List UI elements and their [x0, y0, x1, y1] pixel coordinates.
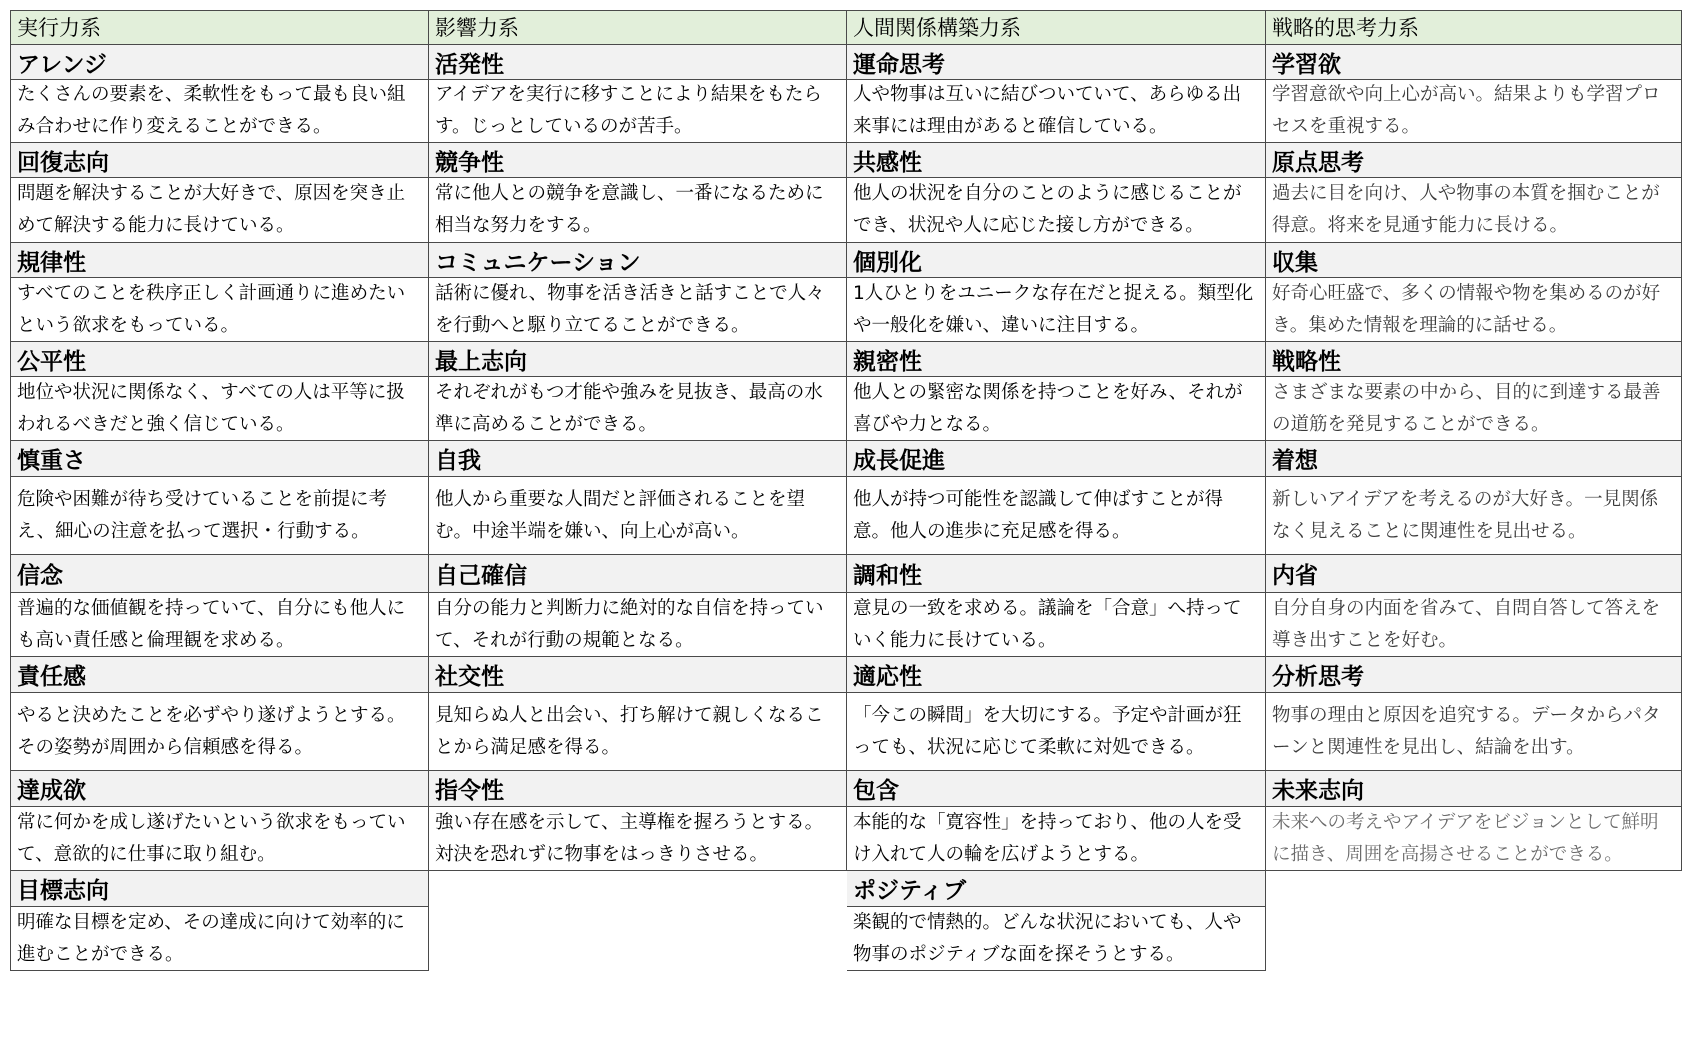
strengths-table [10, 10, 1682, 971]
strength-description [1266, 278, 1682, 342]
strength-name [429, 657, 847, 693]
strength-name [10, 143, 429, 178]
strength-description-text: 他人から重要な人間だと評価されることを望む。中途半端を嫌い、向上心が高い。 [435, 488, 806, 542]
strength-name-text: 達成欲 [17, 778, 86, 804]
strength-description [10, 377, 429, 441]
strength-name [847, 243, 1266, 278]
strength-description-text: 未来への考えやアイデアをビジョンとして鮮明に描き、周囲を高揚させることができる。 [1272, 811, 1659, 865]
strength-description [847, 693, 1266, 771]
strength-name [10, 657, 429, 693]
strength-description [847, 907, 1266, 971]
strength-description-text: たくさんの要素を、柔軟性をもって最も良い組み合わせに作り変えることができる。 [17, 84, 406, 137]
strength-name-text: 適応性 [853, 664, 922, 690]
strength-description [847, 807, 1266, 871]
strength-name-text: 最上志向 [435, 348, 527, 375]
strength-name [1266, 243, 1682, 278]
strength-name-text: 着想 [1272, 448, 1318, 474]
strength-name-text: 学習欲 [1272, 51, 1341, 78]
strength-name-text: コミュニケーション [435, 249, 641, 276]
strength-name-text: 親密性 [853, 348, 922, 375]
strength-name-text: 成長促進 [853, 448, 945, 474]
strength-name-text: 包含 [853, 778, 899, 804]
strength-description-text: 「今この瞬間」を大切にする。予定や計画が狂っても、状況に応じて柔軟に対処できる。 [853, 704, 1242, 758]
strength-name [847, 657, 1266, 693]
strength-description [1266, 377, 1682, 441]
strength-name-text: 原点思考 [1272, 149, 1364, 176]
strength-description [10, 278, 429, 342]
strength-name [1266, 441, 1682, 477]
column-strategic [1266, 10, 1682, 971]
strength-name-text: 内省 [1272, 563, 1318, 589]
column-relationship [847, 10, 1266, 971]
strength-description-text: 人や物事は互いに結びついていて、あらゆる出来事には理由があると確信している。 [853, 84, 1242, 137]
strength-name [429, 555, 847, 593]
strength-description [10, 907, 429, 971]
strength-description [847, 593, 1266, 657]
strength-description [429, 807, 847, 871]
strength-description [429, 80, 847, 143]
strength-description-text: 好奇心旺盛で、多くの情報や物を集めるのが好き。集めた情報を理論的に話せる。 [1272, 282, 1661, 336]
strength-description-text: 話術に優れ、物事を活き活きと話すことで人々を行動へと駆り立てることができる。 [435, 282, 825, 336]
strength-name [847, 441, 1266, 477]
strength-description [1266, 593, 1682, 657]
strength-name [10, 441, 429, 477]
strength-name [10, 45, 429, 80]
column-header: 実行力系 [10, 10, 429, 45]
strength-description-text: 1人ひとりをユニークな存在だと捉える。類型化や一般化を嫌い、違いに注目する。 [853, 282, 1254, 336]
strength-name [10, 243, 429, 278]
strength-description [429, 377, 847, 441]
strength-description [429, 178, 847, 243]
strength-description-text: 常に他人との競争を意識し、一番になるために相当な努力をする。 [435, 183, 824, 236]
strength-description-text: 問題を解決することが大好きで、原因を突き止めて解決する能力に長けている。 [17, 183, 406, 236]
strength-name [10, 555, 429, 593]
strength-name-text: 収集 [1272, 249, 1318, 276]
strength-name-text: 分析思考 [1272, 664, 1364, 690]
strength-name [429, 143, 847, 178]
strength-name [847, 555, 1266, 593]
strength-description-text: やると決めたことを必ずやり遂げようとする。その姿勢が周囲から信頼感を得る。 [17, 704, 406, 758]
strength-name [429, 441, 847, 477]
strength-description-text: 過去に目を向け、人や物事の本質を掴むことが得意。将来を見通す能力に長ける。 [1272, 183, 1660, 236]
column-header: 影響力系 [429, 10, 847, 45]
strength-name-text: アレンジ [17, 51, 107, 78]
strength-name [847, 871, 1266, 907]
strength-name [10, 771, 429, 807]
strength-name [1266, 657, 1682, 693]
strength-name [847, 45, 1266, 80]
strength-name [10, 342, 429, 377]
strength-name [429, 342, 847, 377]
strength-description-text: 新しいアイデアを考えるのが大好き。一見関係なく見えることに関連性を見出せる。 [1272, 488, 1659, 542]
strength-name-text: ポジティブ [853, 878, 967, 904]
strength-description-text: 見知らぬ人と出会い、打ち解けて親しくなることから満足感を得る。 [435, 704, 824, 758]
strength-name-text: 規律性 [17, 249, 86, 276]
strength-description-text: 危険や困難が待ち受けていることを前提に考え、細心の注意を払って選択・行動する。 [17, 488, 388, 542]
strength-description [10, 693, 429, 771]
strength-name-text: 自己確信 [435, 563, 527, 589]
strength-description [10, 80, 429, 143]
strength-name-text: 目標志向 [17, 878, 109, 904]
strength-name [1266, 45, 1682, 80]
strength-description [847, 377, 1266, 441]
strength-name [847, 342, 1266, 377]
strength-name [1266, 143, 1682, 178]
strength-description [429, 693, 847, 771]
strength-name [429, 45, 847, 80]
strength-name-text: 未来志向 [1272, 778, 1364, 804]
strength-name-text: 調和性 [853, 563, 922, 589]
strength-description [847, 80, 1266, 143]
strength-description-text: 他人が持つ可能性を認識して伸ばすことが得意。他人の進歩に充足感を得る。 [853, 488, 1224, 542]
strength-name-text: 共感性 [853, 149, 922, 176]
strength-description-text: 楽観的で情熱的。どんな状況においても、人や物事のポジティブな面を探そうとする。 [853, 911, 1242, 965]
strength-name [847, 143, 1266, 178]
strength-description-text: 自分自身の内面を省みて、自問自答して答えを導き出すことを好む。 [1272, 597, 1661, 651]
strength-description [1266, 178, 1682, 243]
strength-description-text: 強い存在感を示して、主導権を握ろうとする。対決を恐れずに物事をはっきりさせる。 [435, 811, 824, 865]
strength-name [10, 871, 429, 907]
strength-description [10, 178, 429, 243]
strength-description-text: アイデアを実行に移すことにより結果をもたらす。じっとしているのが苦手。 [435, 84, 822, 137]
strength-name [429, 243, 847, 278]
strength-description [1266, 807, 1682, 871]
strength-name-text: 社交性 [435, 664, 504, 690]
strength-description [10, 593, 429, 657]
strength-name-text: 責任感 [17, 664, 86, 690]
strength-description [1266, 80, 1682, 143]
strength-description-text: 他人の状況を自分のことのように感じることができ、状況や人に応じた接し方ができる。 [853, 183, 1242, 236]
strength-description-text: 普遍的な価値観を持っていて、自分にも他人にも高い責任感と倫理観を求める。 [17, 597, 406, 651]
strength-description [429, 278, 847, 342]
strength-description [10, 807, 429, 871]
strength-name [1266, 555, 1682, 593]
strength-description-text: 地位や状況に関係なく、すべての人は平等に扱われるべきだと強く信じている。 [17, 381, 405, 435]
strength-description [1266, 477, 1682, 555]
strength-description-text: 常に何かを成し遂げたいという欲求をもっていて、意欲的に仕事に取り組む。 [17, 811, 406, 865]
strength-description-text: 自分の能力と判断力に絶対的な自信を持っていて、それが行動の規範となる。 [435, 597, 824, 651]
strength-name-text: 活発性 [435, 51, 504, 78]
strength-name-text: 戦略性 [1272, 348, 1341, 375]
strength-description-text: それぞれがもつ才能や強みを見抜き、最高の水準に高めることができる。 [435, 381, 823, 435]
strength-name-text: 指令性 [435, 778, 504, 804]
strength-name-text: 自我 [435, 448, 481, 474]
strength-description-text: 物事の理由と原因を追究する。データからパターンと関連性を見出し、結論を出す。 [1272, 704, 1661, 758]
strength-name-text: 回復志向 [17, 149, 109, 176]
strength-description-text: 学習意欲や向上心が高い。結果よりも学習プロセスを重視する。 [1272, 84, 1661, 137]
strength-name-text: 競争性 [435, 149, 504, 176]
strength-name-text: 慎重さ [17, 448, 86, 474]
strength-description-text: 意見の一致を求める。議論を「合意」へ持っていく能力に長けている。 [853, 597, 1242, 651]
strength-description-text: すべてのことを秩序正しく計画通りに進めたいという欲求をもっている。 [17, 282, 406, 336]
strength-description-text: 本能的な「寛容性」を持っており、他の人を受け入れて人の輪を広げようとする。 [853, 811, 1242, 865]
strength-name-text: 信念 [17, 563, 63, 589]
strength-description [10, 477, 429, 555]
strength-name [1266, 771, 1682, 807]
strength-description [429, 593, 847, 657]
strength-description [1266, 693, 1682, 771]
strength-name-text: 個別化 [853, 249, 922, 276]
strength-name-text: 公平性 [17, 348, 86, 375]
column-execution [10, 10, 429, 971]
column-header: 人間関係構築力系 [847, 10, 1266, 45]
column-influence [429, 10, 847, 971]
strength-description-text: 明確な目標を定め、その達成に向けて効率的に進むことができる。 [17, 911, 405, 965]
strength-description-text: 他人との緊密な関係を持つことを好み、それが喜びや力となる。 [853, 381, 1243, 435]
strength-description [429, 477, 847, 555]
strength-description [847, 278, 1266, 342]
strength-name [429, 771, 847, 807]
strength-description-text: さまざまな要素の中から、目的に到達する最善の道筋を発見することができる。 [1272, 381, 1661, 435]
strength-name-text: 運命思考 [853, 51, 945, 78]
strength-name [847, 771, 1266, 807]
column-header: 戦略的思考力系 [1266, 10, 1682, 45]
strength-name [1266, 342, 1682, 377]
strength-description [847, 178, 1266, 243]
strength-description [847, 477, 1266, 555]
